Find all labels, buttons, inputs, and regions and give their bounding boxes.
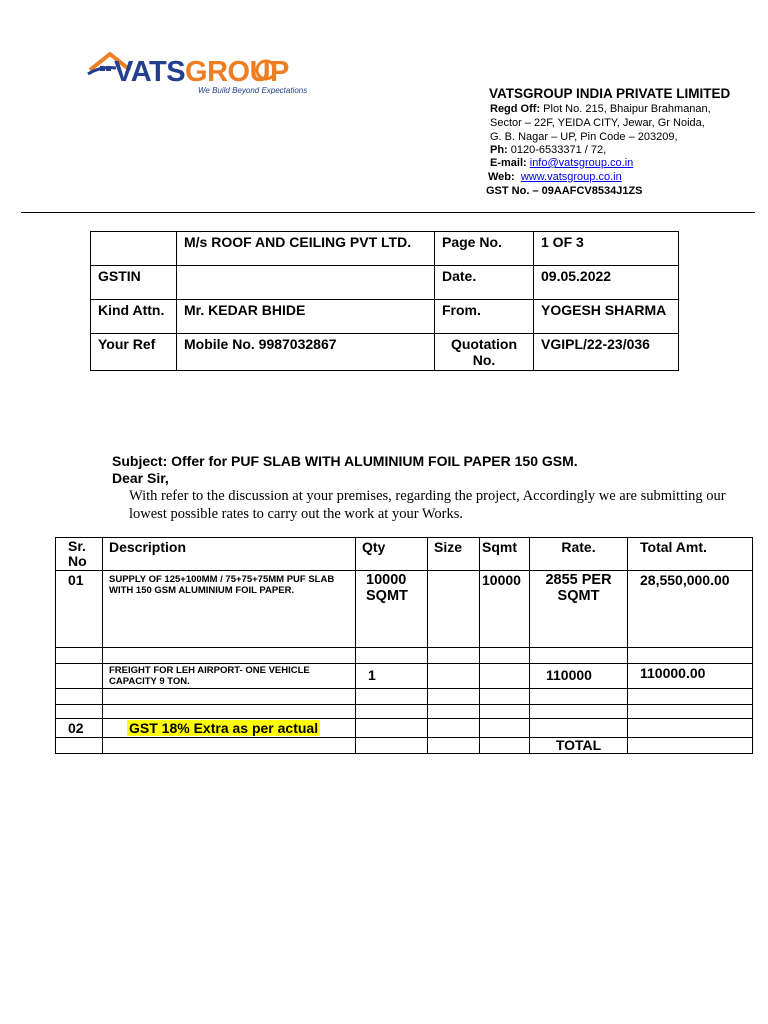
cell-empty [91, 232, 177, 266]
spacer-cell [480, 689, 530, 705]
spacer-cell [103, 689, 356, 705]
table-row [56, 689, 753, 705]
spacer-cell [480, 705, 530, 719]
ref-label: Your Ref [91, 334, 177, 371]
header-sr: Sr. No [56, 538, 103, 571]
table-row [56, 664, 753, 689]
row1-sqmt: 10000 [480, 571, 530, 648]
spacer-cell [356, 705, 428, 719]
spacer-cell [56, 689, 103, 705]
table-row [56, 719, 753, 738]
gst-number: GST No. – 09AAFCV8534J1ZS [486, 185, 643, 197]
spacer-cell [428, 689, 480, 705]
quotation-label: Quotation No. [435, 334, 534, 371]
attn-label: Kind Attn. [91, 300, 177, 334]
spacer-cell [480, 738, 530, 754]
gstin-value [177, 266, 435, 300]
row2-qty: 1 [356, 664, 428, 689]
row1-sr: 01 [56, 571, 103, 648]
from-value: YOGESH SHARMA [534, 300, 679, 334]
table-header-row [56, 538, 753, 571]
header-qty: Qty [356, 538, 428, 571]
header-total: Total Amt. [628, 538, 753, 571]
table-total-row [56, 738, 753, 754]
spacer-cell [356, 689, 428, 705]
page-label: Page No. [435, 232, 534, 266]
spacer-cell [56, 738, 103, 754]
salutation: Dear Sir, [112, 470, 169, 486]
spacer-cell [530, 719, 628, 738]
row2-sr [56, 664, 103, 689]
header-divider [21, 212, 755, 213]
row1-total: 28,550,000.00 [628, 571, 753, 648]
email-line: E-mail: info@vatsgroup.co.in [490, 157, 634, 169]
spacer-cell [530, 648, 628, 664]
spacer-cell [628, 648, 753, 664]
recipient-name: M/s ROOF AND CEILING PVT LTD. [177, 232, 435, 266]
spacer-cell [56, 648, 103, 664]
header-description: Description [103, 538, 356, 571]
row2-sqmt [480, 664, 530, 689]
spacer-cell [428, 738, 480, 754]
gst-note: GST 18% Extra as per actual [129, 720, 319, 736]
row2-description: FREIGHT FOR LEH AIRPORT- ONE VEHICLE CAPACITY 9 TON. [103, 664, 356, 689]
web-link[interactable]: www.vatsgroup.co.in [520, 171, 622, 183]
spacer-cell [356, 719, 428, 738]
page-value: 1 OF 3 [534, 232, 679, 266]
spacer-cell [530, 689, 628, 705]
spacer-cell [428, 719, 480, 738]
table-row [56, 705, 753, 719]
regd-office-line1: Regd Off: Plot No. 215, Bhaipur Brahmanan, [490, 103, 711, 115]
date-label: Date. [435, 266, 534, 300]
row2-rate: 110000 [530, 664, 628, 689]
from-label: From. [435, 300, 534, 334]
spacer-cell [628, 689, 753, 705]
spacer-cell [428, 705, 480, 719]
web-line: Web: www.vatsgroup.co.in [488, 171, 622, 183]
regd-office-line3: G. B. Nagar – UP, Pin Code – 203209, [490, 131, 678, 143]
total-label: TOTAL [530, 738, 628, 754]
total-value [628, 738, 753, 754]
spacer-cell [356, 738, 428, 754]
logo-wordmark: VATSGROUP [114, 56, 289, 88]
row1-qty: 10000 SQMT [356, 571, 428, 648]
items-table [55, 537, 753, 754]
spacer-cell [356, 648, 428, 664]
spacer-cell [480, 648, 530, 664]
recipient-table [90, 231, 679, 371]
row3-description-cell [103, 719, 356, 738]
spacer-cell [103, 738, 356, 754]
date-value: 09.05.2022 [534, 266, 679, 300]
spacer-cell [628, 719, 753, 738]
spacer-cell [628, 705, 753, 719]
header-sqmt: Sqmt [480, 538, 530, 571]
phone-line: Ph: 0120-6533371 / 72, [490, 144, 607, 156]
table-row [56, 648, 753, 664]
spacer-cell [530, 705, 628, 719]
row1-description: SUPPLY OF 125+100MM / 75+75+75MM PUF SLAB WITH 150 GSM ALUMINIUM FOIL PAPER. [103, 571, 356, 648]
email-link[interactable]: info@vatsgroup.co.in [529, 157, 634, 169]
row1-size [428, 571, 480, 648]
letter-body: With refer to the discussion at your premises, regarding the project, Accordingly we are submitting our lowest possible rates to carry out the work at your Works. [129, 488, 726, 522]
table-row [56, 571, 753, 648]
spacer-cell [56, 705, 103, 719]
logo-tagline: We Build Beyond Expectations [198, 86, 308, 95]
spacer-cell [103, 648, 356, 664]
gstin-label: GSTIN [91, 266, 177, 300]
row2-size [428, 664, 480, 689]
row3-sr: 02 [56, 719, 103, 738]
header-size: Size [428, 538, 480, 571]
regd-office-line2: Sector – 22F, YEIDA CITY, Jewar, Gr Noida, [490, 117, 705, 129]
subject-line: Subject: Offer for PUF SLAB WITH ALUMINIUM FOIL PAPER 150 GSM. [112, 453, 578, 469]
spacer-cell [428, 648, 480, 664]
row2-total: 110000.00 [628, 664, 753, 689]
spacer-cell [480, 719, 530, 738]
attn-value: Mr. KEDAR BHIDE [177, 300, 435, 334]
company-name: VATSGROUP INDIA PRIVATE LIMITED [489, 86, 731, 101]
ref-value: Mobile No. 9987032867 [177, 334, 435, 371]
row1-rate: 2855 PER SQMT [530, 571, 628, 648]
header-rate: Rate. [530, 538, 628, 571]
spacer-cell [103, 705, 356, 719]
quotation-value: VGIPL/22-23/036 [534, 334, 679, 371]
